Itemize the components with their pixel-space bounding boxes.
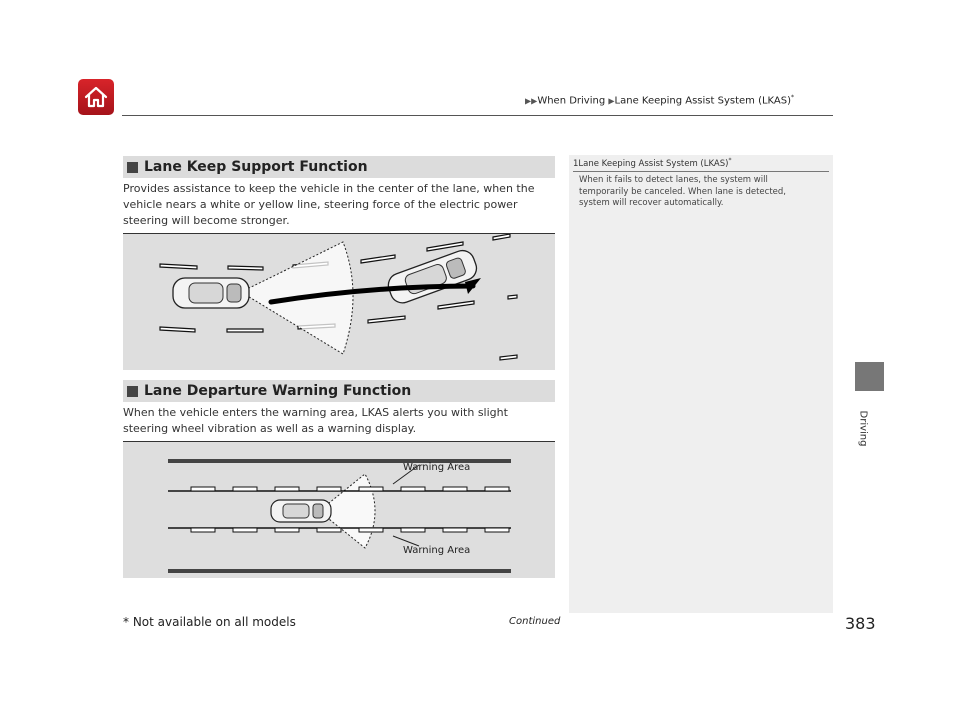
breadcrumb [525,94,794,106]
warning-area-label: Warning Area [403,462,471,473]
note-title-text: Lane Keeping Assist System (LKAS) [578,158,729,169]
header-rule [122,115,833,116]
car-front [385,247,480,306]
chapter-label: Driving [857,410,869,447]
lane-keep-heading: Lane Keep Support Function [144,159,368,175]
warning-area-label: Warning Area [403,545,471,556]
breadcrumb-item[interactable]: Lane Keeping Assist System (LKAS) [614,95,792,107]
breadcrumb-arrow-icon: ▶▶ [525,96,538,106]
note-title [573,157,731,169]
page-number: 383 [845,614,876,633]
footnote: * Not available on all models [123,615,296,629]
breadcrumb-item[interactable]: When Driving [537,95,606,107]
section-heading [123,380,555,402]
lane-departure-figure [123,441,555,578]
continued-label: Continued [509,616,561,627]
breadcrumb-marker: * [791,94,795,101]
home-icon [83,85,109,109]
chapter-tab[interactable] [855,362,884,391]
note-body: When it fails to detect lanes, the system will temporarily be canceled. When lane is detected, system will recover automatically. [579,175,786,208]
sidebar-note [569,155,833,613]
lane-keep-text: Provides assistance to keep the vehicle in the center of the lane, when the vehicle nears a white or yellow line, steering force of the electric power steering will become stronger. [123,182,535,227]
lane-departure-heading: Lane Departure Warning Function [144,383,412,399]
breadcrumb-arrow-icon: ▶ [608,96,615,106]
note-rule [573,171,829,172]
section-square-icon [127,162,138,173]
car-icon [271,500,331,522]
lane-keep-figure [123,233,555,370]
section-heading [123,156,555,178]
car-rear [173,278,249,308]
note-number: 1 [573,158,579,169]
section-square-icon [127,386,138,397]
home-button[interactable] [78,79,114,115]
lane-departure-text: When the vehicle enters the warning area, LKAS alerts you with slight steering wheel vibration as well as a warning display. [123,406,508,435]
note-marker: * [728,157,732,164]
